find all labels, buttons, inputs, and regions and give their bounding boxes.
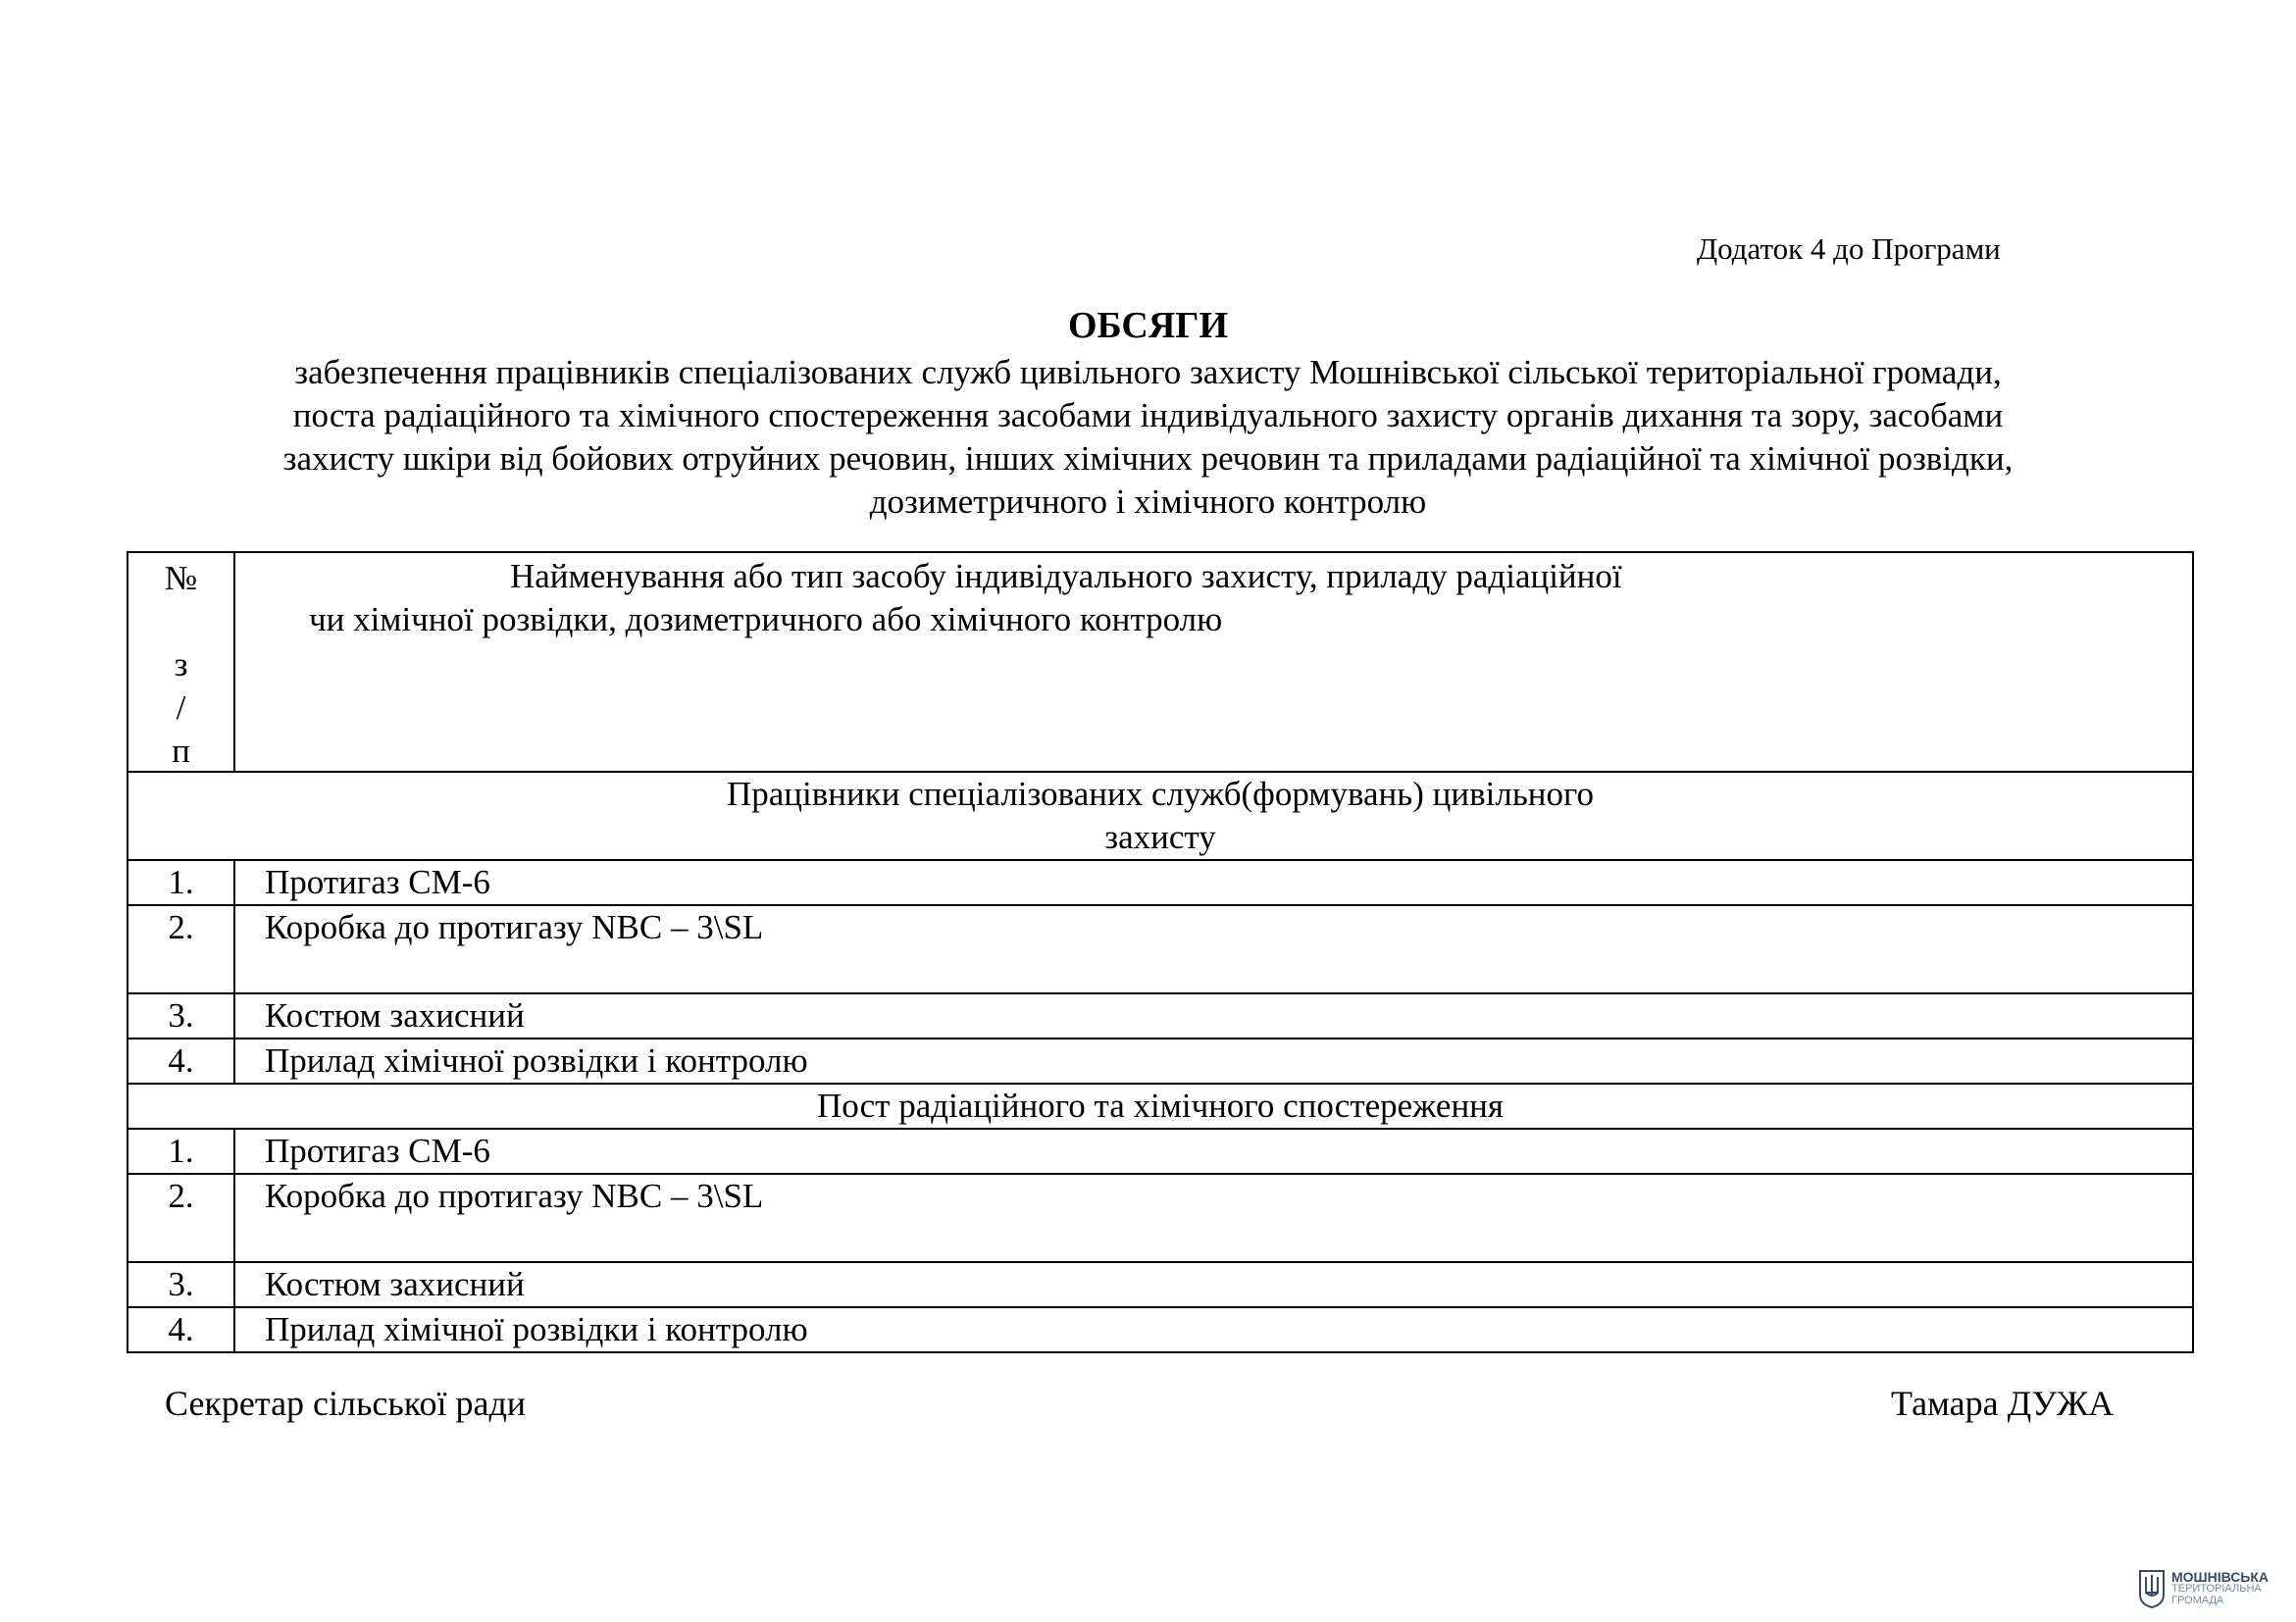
table-row (128, 1174, 2193, 1262)
section-title-staff (128, 772, 2193, 860)
table-row (128, 1262, 2193, 1307)
row-num: 1. (128, 1129, 234, 1174)
document-title: ОБСЯГИ (1067, 305, 1229, 346)
section-row (128, 1084, 2193, 1129)
row-num: 3. (128, 1262, 234, 1307)
header-num-p: п (172, 732, 190, 770)
row-name: Коробка до протигазу NBC – 3\SL (234, 1174, 2193, 1262)
document-subtitle (0, 351, 2296, 524)
row-name: Костюм захисний (234, 993, 2193, 1039)
table-row (128, 1129, 2193, 1174)
row-num: 4. (128, 1039, 234, 1084)
trident-icon (2138, 1569, 2166, 1608)
subtitle-line: забезпечення працівників спеціалізованих служб цивільного захисту Мошнівської сільської територіальної громади, (294, 353, 2002, 391)
row-name: Прилад хімічної розвідки і контролю (234, 1039, 2193, 1084)
header-num-cell (128, 552, 234, 772)
header-num-slash: / (176, 688, 186, 727)
subtitle-line: захисту шкіри від бойових отруйних речовин, інших хімічних речовин та приладами радіаційної та хімічної розвідки, (282, 439, 2014, 478)
appendix-label: Додаток 4 до Програми (1697, 231, 2001, 266)
row-name: Протигаз СМ-6 (234, 1129, 2193, 1174)
row-name: Протигаз СМ-6 (234, 860, 2193, 905)
section-title-line: Працівники спеціалізованих служб(формувань) цивільного (726, 775, 1595, 813)
header-name-line: Найменування або тип засобу індивідуального захисту, приладу радіаційної (510, 557, 1622, 595)
logo-text-line: ГРОМАДА (2171, 1595, 2224, 1606)
header-name-line: чи хімічної розвідки, дозиметричного або хімічного контролю (309, 600, 1223, 638)
section-title-line: захисту (1104, 818, 1216, 856)
row-num: 2. (128, 1174, 234, 1262)
section-title-line: Пост радіаційного та хімічного спостереження (817, 1087, 1504, 1125)
subtitle-line: дозиметричного і хімічного контролю (869, 482, 1427, 521)
section-row (128, 772, 2193, 860)
row-name: Коробка до протигазу NBC – 3\SL (234, 905, 2193, 993)
subtitle-line: поста радіаційного та хімічного спостереження засобами індивідуального захисту органів дихання та зору, засобами (292, 396, 2004, 434)
row-name: Костюм захисний (234, 1262, 2193, 1307)
header-num-z: з (174, 645, 188, 684)
logo-text-line: МОШНІВСЬКА (2171, 1569, 2270, 1585)
signatory-name: Тамара ДУЖА (1891, 1384, 2115, 1423)
community-logo (2138, 1569, 2269, 1608)
table-row (128, 993, 2193, 1039)
row-num: 3. (128, 993, 234, 1039)
section-title-post (128, 1084, 2193, 1129)
row-num: 1. (128, 860, 234, 905)
equipment-table (127, 551, 2194, 1353)
signatory-position: Секретар сільської ради (165, 1384, 527, 1423)
logo-text-line: ТЕРИТОРІАЛЬНА (2171, 1583, 2262, 1595)
header-name-cell (234, 552, 2193, 772)
table-row (128, 860, 2193, 905)
table-header-row (128, 552, 2193, 772)
table-row (128, 1039, 2193, 1084)
header-num-symbol: № (164, 559, 198, 597)
table-row (128, 1307, 2193, 1352)
row-num: 4. (128, 1307, 234, 1352)
row-num: 2. (128, 905, 234, 993)
row-name: Прилад хімічної розвідки і контролю (234, 1307, 2193, 1352)
table-row (128, 905, 2193, 993)
